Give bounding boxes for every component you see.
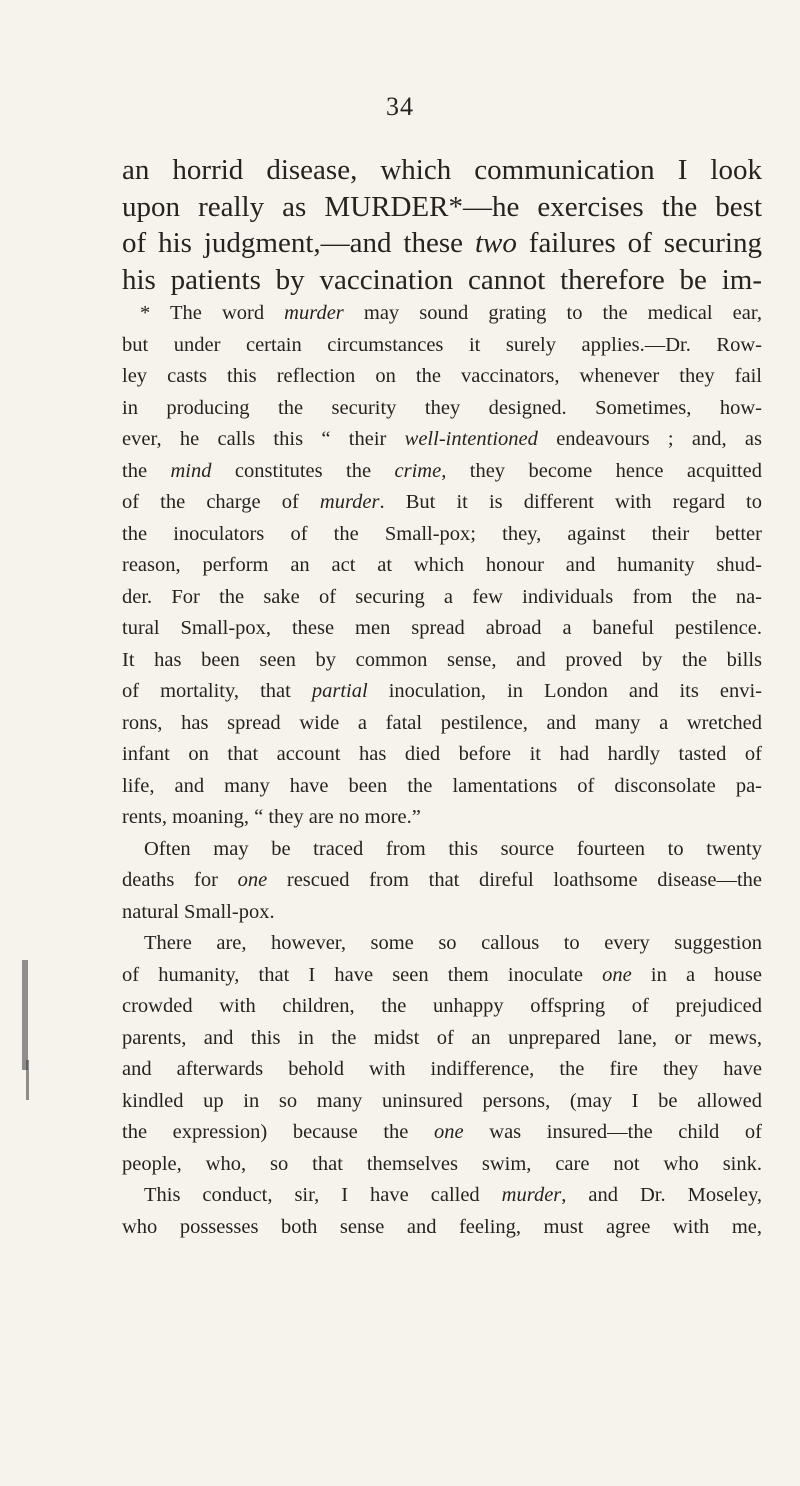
footnote-line: rons, has spread wide a fatal pestilence, and many a wretched	[122, 711, 762, 734]
footnote-line: natural Small-pox.	[122, 900, 275, 923]
main-line: an horrid disease, which communication I look	[122, 154, 762, 186]
main-line: his patients by vaccination cannot therefore be im-	[122, 263, 762, 296]
footnote-line: reason, perform an act at which honour and humanity shud-	[122, 554, 762, 576]
footnote-line: but under certain circumstances it surely applies.—Dr. Row-	[122, 333, 762, 356]
footnote-line: infant on that account has died before it had hardly tasted of	[122, 743, 762, 765]
footnote-line: of humanity, that I have seen them inoculate one in a house	[122, 963, 763, 986]
footnote-line: of mortality, that partial inoculation, in London and its envi-	[122, 680, 762, 702]
main-text	[122, 152, 762, 298]
footnote-line: and afterwards behold with indifference, the fire they have	[122, 1058, 762, 1080]
footnote-line: deaths for one rescued from that direful loathsome disease—the	[122, 869, 762, 891]
footnote-line: der. For the sake of securing a few individuals from the na-	[122, 585, 762, 608]
footnote-line: rents, moaning, “ they are no more.”	[122, 806, 421, 828]
footnote-line: It has been seen by common sense, and proved by the bills	[122, 648, 762, 671]
footnote-line: ever, he calls this “ their well-intentioned endeavours ; and, as	[122, 428, 762, 450]
footnote-line: ley casts this reflection on the vaccinators, whenever they fail	[122, 365, 762, 387]
footnote-line: parents, and this in the midst of an unprepared lane, or mews,	[122, 1026, 762, 1049]
footnote-line: life, and many have been the lamentations of disconsolate pa-	[122, 774, 762, 797]
footnote-line: the inoculators of the Small-pox; they, against their better	[122, 522, 762, 545]
page-number: 34	[386, 92, 414, 121]
footnote	[122, 298, 762, 1243]
footnote-line: of the charge of murder. But it is different with regard to	[122, 491, 763, 513]
footnote-line: in producing the security they designed. Sometimes, how-	[122, 396, 762, 419]
footnote-line: who possesses both sense and feeling, must agree with me,	[122, 1215, 762, 1238]
footnote-line: the mind constitutes the crime, they become hence acquitted	[122, 459, 763, 482]
main-line: of his judgment,—and these two failures of securing	[122, 227, 762, 259]
footnote-line: tural Small-pox, these men spread abroad a baneful pestilence.	[122, 617, 762, 639]
footnote-line: This conduct, sir, I have called murder, and Dr. Moseley,	[144, 1184, 762, 1206]
binding-mark	[26, 1060, 29, 1100]
footnote-line: Often may be traced from this source fourteen to twenty	[144, 837, 762, 860]
footnote-line: There are, however, some so callous to every suggestion	[144, 932, 762, 954]
binding-mark	[22, 960, 28, 1070]
main-line: upon really as MURDER*—he exercises the best	[122, 190, 762, 223]
footnote-line: crowded with children, the unhappy offspring of prejudiced	[122, 995, 762, 1017]
footnote-line: people, who, so that themselves swim, care not who sink.	[122, 1152, 762, 1175]
footnote-line: * The word murder may sound grating to the medical ear,	[140, 302, 762, 324]
footnote-line: kindled up in so many uninsured persons, (may I be allowed	[122, 1089, 762, 1112]
footnote-line: the expression) because the one was insured—the child of	[122, 1121, 763, 1143]
